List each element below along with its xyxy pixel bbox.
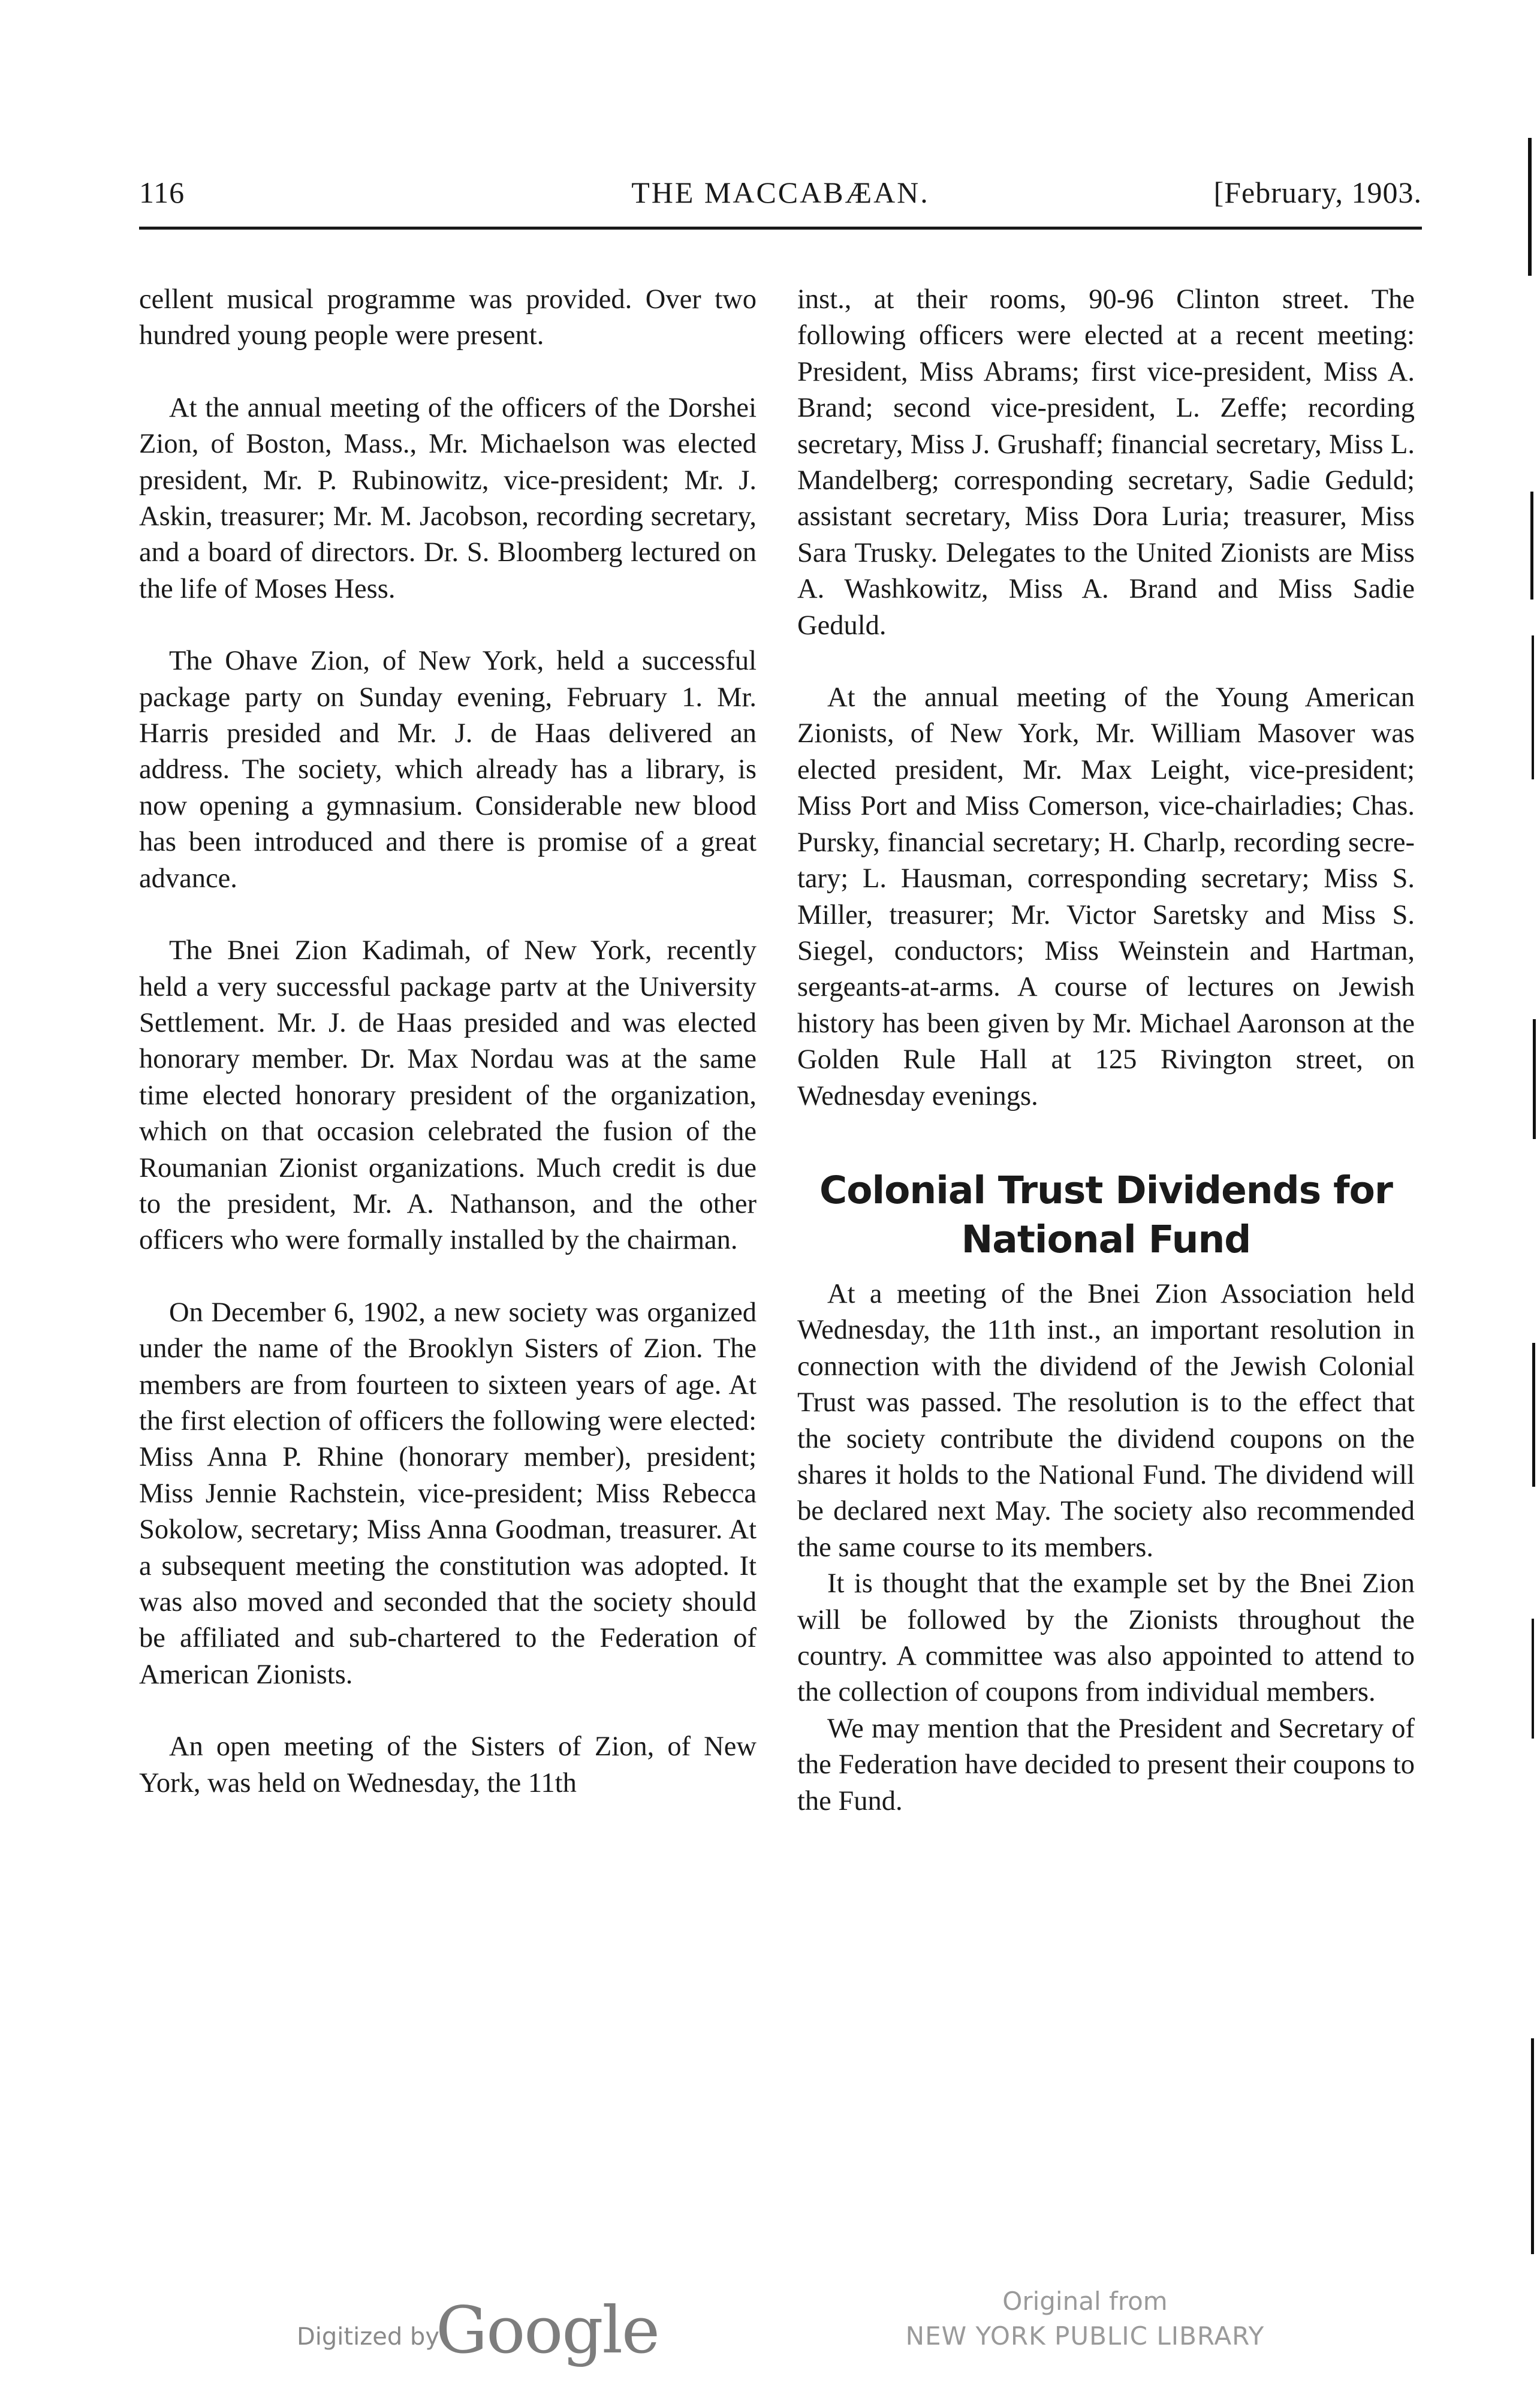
right-column	[797, 282, 1415, 1819]
digitized-by-watermark	[297, 2287, 680, 2368]
binding-mark	[1532, 1619, 1534, 1739]
library-name: NEW YORK PUBLIC LIBRARY	[905, 2321, 1265, 2351]
paragraph-dorshei-zion: At the annual meeting of the officers of the Dorshei Zion, of Boston, Mass., Mr. Michaelson was elected president, Mr. P. Rubinowitz, vice-president; Mr. J. Askin, treasurer; Mr. M. Jacobson, recording secretary, and a board of directors. Dr. S. Bloomberg lectured on the life of Moses Hess.	[139, 392, 757, 604]
section-title-line-1: Colonial Trust Dividends for	[819, 1168, 1393, 1212]
header-rule	[139, 227, 1422, 230]
library-attribution	[893, 2284, 1277, 2354]
binding-mark	[1532, 635, 1534, 779]
journal-title: THE MACCABÆAN.	[631, 176, 930, 209]
binding-mark	[1528, 138, 1532, 276]
binding-mark	[1531, 2038, 1534, 2254]
page-edge-binding	[1504, 0, 1540, 2398]
section-title	[797, 1166, 1415, 1264]
digitized-by-label: Digitized by	[297, 2323, 439, 2351]
paragraph-sisters-of-zion: An open meeting of the Sisters of Zion, of New York, was held on Wednesday, the 11th	[139, 1731, 757, 1798]
page-number: 116	[139, 176, 185, 209]
paragraph-brooklyn-sisters: On December 6, 1902, a new society was organized under the name of the Brooklyn Sisters of Zion. The members are from fourteen to sixteen years of age. At the first election of officers the following were elected: Miss Anna P. Rhine (honorary member), president; Miss Jennie Rachstein, vice-president; Miss Rebecca Sokolow, secretary; Miss Anna Goodman, treasurer. At a subsequent meeting the constitution was adopted. It was also moved and seconded that the society should be affiliated and sub-chartered to the Federation of American Zionists.	[139, 1297, 757, 1690]
section-title-line-2: National Fund	[961, 1217, 1251, 1261]
paragraph-bnei-zion-kadimah: The Bnei Zion Kadimah, of New York, recently held a very successful package partv at the University Settlement. Mr. J. de Haas presided and was elected honorary member. Dr. Max Nordau was at the same time elected honorary president of the organization, which on that occasion celebrated the fusion of the Roumanian Zionist organizations. Much credit is due to the president, Mr. A. Nathanson, and the other officers who were formally installed by the chairman.	[139, 935, 757, 1256]
binding-mark	[1532, 1343, 1535, 1487]
left-column	[139, 282, 757, 1801]
binding-mark	[1530, 492, 1533, 600]
google-logo: Google	[436, 2293, 659, 2368]
paragraph-sisters-officers: inst., at their rooms, 90-96 Clinton street. The following officers were elected at a recent meeting: President, Miss Abrams; first vice-president, Miss A. Brand; second vice-president, L. Zeffe; recording secretary, Miss J. Grushaff; financial secretary, Miss L. Mandelberg; corresponding secretary, Sadie Geduld; assistant secretary, Miss Dora Luria; treasurer, Miss Sara Trusky. Delegates to the United Zionists are Miss A. Washkowitz, Miss A. Brand and Miss Sadie Geduld.	[797, 284, 1415, 641]
issue-date: [February, 1903.	[1213, 176, 1422, 209]
binding-mark	[1533, 1019, 1536, 1139]
paragraph-continued-programme: cellent musical programme was provided. Over two hundred young people were present.	[139, 284, 757, 351]
paragraph-bnei-zion-resolution: At a meeting of the Bnei Zion Association held Wednesday, the 11th inst., an important resolution in connection with the dividend of the Jewish Colonial Trust was passed. The resolution is to the effect that the society contribute the dividend coupons on the shares it holds to the National Fund. The dividend will be declared next May. The society also recommended the same course to its members.	[797, 1278, 1415, 1563]
paragraph-young-american-zionists: At the annual meeting of the Young American Zionists, of New York, Mr. William Masover was elected president, Mr. Max Leight, vice-president; Miss Port and Miss Comerson, vice-chairladies; Chas. Pursky, financial secretary; H. Charlp, recording secretary; L. Hausman, corresponding secretary; Miss S. Miller, treasurer; Mr. Victor Saretsky and Miss S. Siegel, conductors; Miss Weinstein and Hartman, sergeants-at-arms. A course of lectures on Jewish history has been given by Mr. Michael Aaronson at the Golden Rule Hall at 125 Rivington street, on Wednesday evenings.	[797, 682, 1415, 1111]
paragraph-ohave-zion: The Ohave Zion, of New York, held a successful package party on Sunday evening, February 1. Mr. Harris presided and Mr. J. de Haas delivered an address. The society, which already has a library, is now opening a gymnasium. Considerable new blood has been introduced and there is promise of a great advance.	[139, 646, 757, 894]
paragraph-example-set: It is thought that the example set by the Bnei Zion will be followed by the Zionists throughout the country. A committee was also appointed to attend to the collection of coupons from individual members.	[797, 1568, 1415, 1708]
paragraph-federation-coupons: We may mention that the President and Secretary of the Federation have decided to present their coupons to the Fund.	[797, 1713, 1415, 1816]
original-from-label: Original from	[1002, 2286, 1168, 2316]
running-header	[139, 175, 1422, 211]
